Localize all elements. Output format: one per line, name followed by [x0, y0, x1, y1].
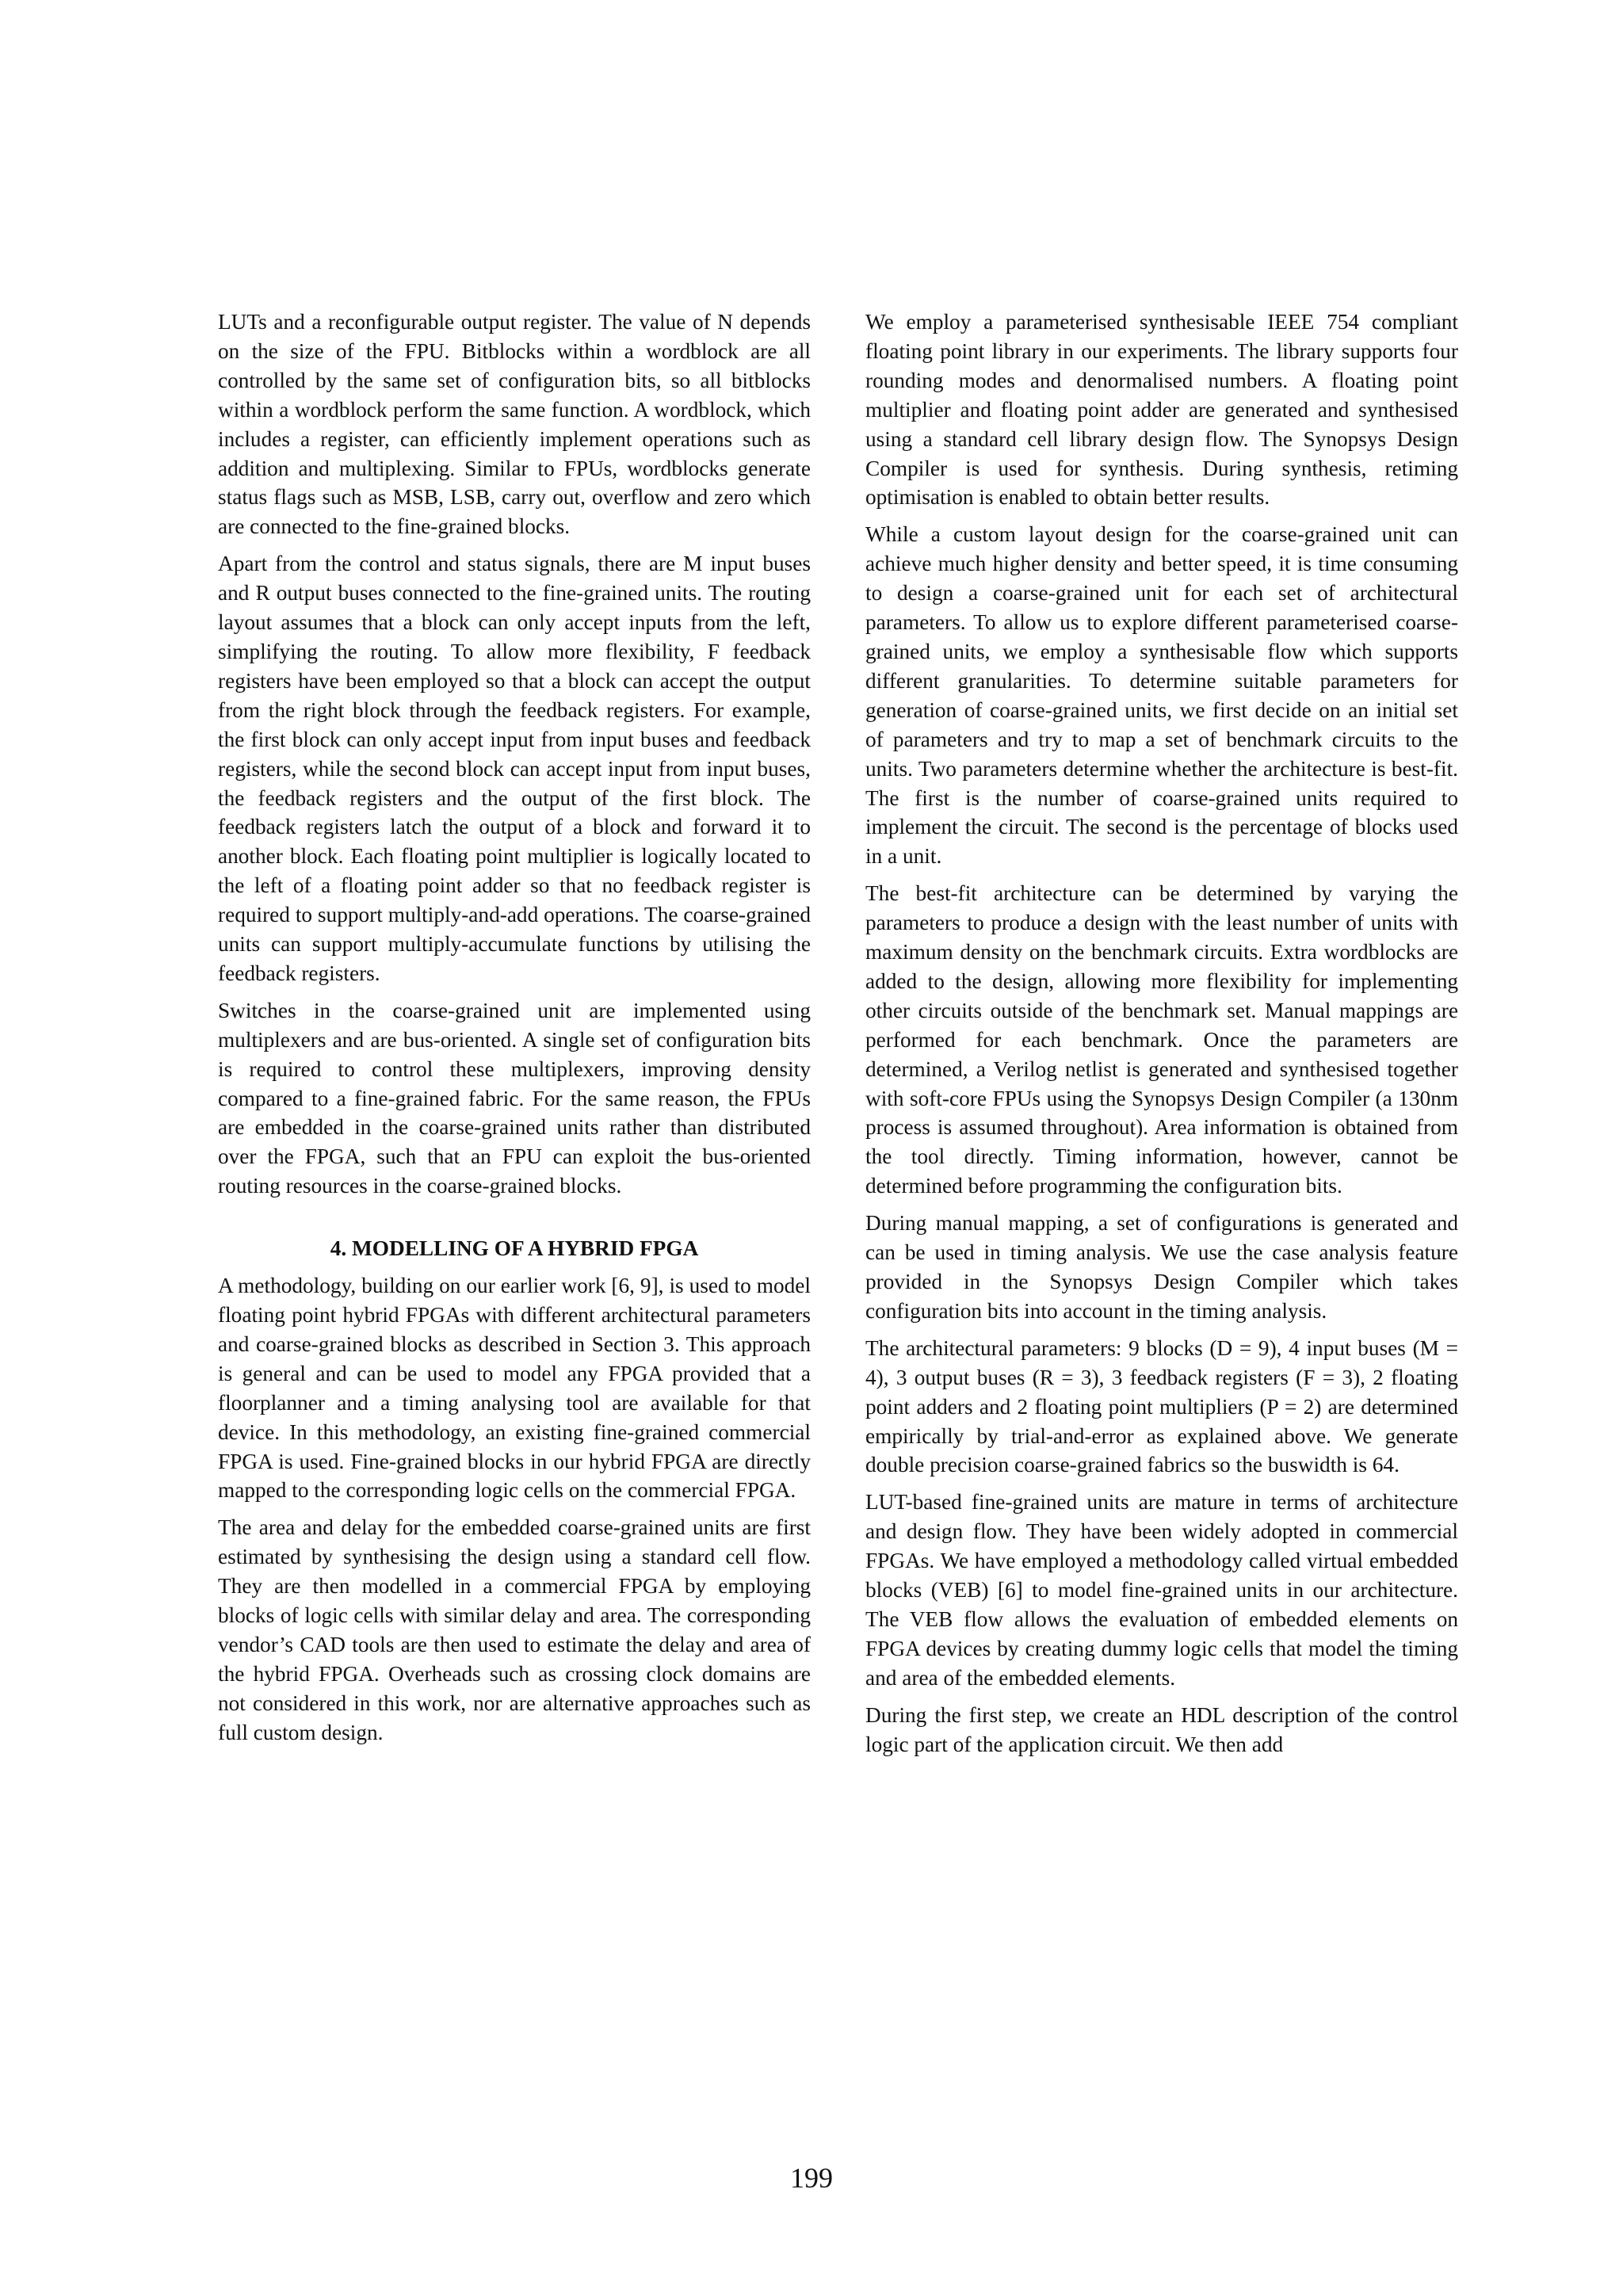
paragraph: The architectural parameters: 9 blocks (D = 9), 4 input buses (M = 4), 3 output buses (R = 3), 3 feedback registers (F = 3), 2 floating point adders and 2 floating point multipliers (P = 2) are determined empirically by trial-and-error as explained above. We generate double precision coarse-grained fabrics so the buswidth is 64. — [865, 1335, 1458, 1477]
paragraph: During manual mapping, a set of configurations is generated and can be used in timing analysis. We use the case analysis feature provided in the Synopsys Design Compiler which takes configuration bits into account in the timing analysis. — [865, 1211, 1458, 1323]
left-column — [218, 308, 811, 1755]
paragraph: LUT-based fine-grained units are mature in terms of architecture and design flow. They have been widely adopted in commercial FPGAs. We have employed a methodology called virtual embedded blocks (VEB) [6] to model fine-grained units in our architecture. The VEB flow allows the evaluation of embedded elements on FPGA devices by creating dummy logic cells that model the timing and area of the embedded elements. — [865, 1490, 1458, 1690]
paragraph: The best-fit architecture can be determined by varying the parameters to produce a design with the least number of units with maximum density on the benchmark circuits. Extra wordblocks are added to the design, allowing more flexibility for implementing other circuits outside of the benchmark set. Manual mappings are performed for each benchmark. Once the parameters are determined, a Verilog netlist is generated and synthesised together with soft-core FPUs using the Synopsys Design Compiler (a 130nm process is assumed throughout). Area information is obtained from the tool directly. Timing information, however, cannot be determined before programming the configuration bits. — [865, 881, 1458, 1198]
page-number: 199 — [790, 2162, 833, 2194]
right-column — [865, 308, 1458, 1767]
paragraph: A methodology, building on our earlier work [6, 9], is used to model floating point hybrid FPGAs with different architectural parameters and coarse-grained blocks as described in Section 3. This approach is general and can be used to model any FPGA provided that a floorplanner and a timing analysing tool are available for that device. In this methodology, an existing fine-grained commercial FPGA is used. Fine-grained blocks in our hybrid FPGA are directly mapped to the corresponding logic cells on the commercial FPGA. — [218, 1274, 811, 1503]
paragraph: We employ a parameterised synthesisable IEEE 754 compliant floating point library in our experiments. The library supports four rounding modes and denormalised numbers. A floating point multiplier and floating point adder are generated and synthesised using a standard cell library design flow. The Synopsys Design Compiler is used for synthesis. During synthesis, retiming optimisation is enabled to obtain better results. — [865, 310, 1458, 510]
paragraph: LUTs and a reconfigurable output register. The value of N depends on the size of the FPU. Bitblocks within a wordblock are all controlled by the same set of configuration bits, so all bitblocks within a wordblock perform the same function. A wordblock, which includes a register, can efficiently implement operations such as addition and multiplexing. Similar to FPUs, wordblocks generate status flags such as MSB, LSB, carry out, overflow and zero which are connected to the fine-grained blocks. — [218, 310, 811, 539]
paragraph: While a custom layout design for the coarse-grained unit can achieve much higher density and better speed, it is time consuming to design a coarse-grained unit for each set of architectural parameters. To allow us to explore different parameterised coarse-grained units, we employ a synthesisable flow which supports different granularities. To determine suitable parameters for generation of coarse-grained units, we first decide on an initial set of parameters and try to map a set of benchmark circuits to the units. Two parameters determine whether the architecture is best-fit. The first is the number of coarse-grained units required to implement the circuit. The second is the percentage of blocks used in a unit. — [865, 522, 1458, 869]
paragraph: Apart from the control and status signals, there are M input buses and R output buses connected to the fine-grained units. The routing layout assumes that a block can only accept inputs from the left, simplifying the routing. To allow more flexibility, F feedback registers have been employed so that a block can accept the output from the right block through the feedback registers. For example, the first block can only accept input from input buses and feedback registers, while the second block can accept input from input buses, the feedback registers and the output of the first block. The feedback registers latch the output of a block and forward it to another block. Each floating point multiplier is logically located to the left of a floating point adder so that no feedback register is required to support multiply-and-add operations. The coarse-grained units can support multiply-accumulate functions by utilising the feedback registers. — [218, 552, 811, 985]
paragraph: Switches in the coarse-grained unit are implemented using multiplexers and are bus-oriented. A single set of configuration bits is required to control these multiplexers, improving density compared to a fine-grained fabric. For the same reason, the FPUs are embedded in the coarse-grained units rather than distributed over the FPGA, such that an FPU can exploit the bus-oriented routing resources in the coarse-grained blocks. — [218, 998, 811, 1198]
section-heading: 4. MODELLING OF A HYBRID FPGA — [330, 1236, 699, 1261]
paragraph: The area and delay for the embedded coarse-grained units are first estimated by synthesising the design using a standard cell flow. They are then modelled in a commercial FPGA by employing blocks of logic cells with similar delay and area. The corresponding vendor’s CAD tools are then used to estimate the delay and area of the hybrid FPGA. Overheads such as crossing clock domains are not considered in this work, nor are alternative approaches such as full custom design. — [218, 1515, 811, 1744]
paragraph: During the first step, we create an HDL description of the control logic part of the application circuit. We then add — [865, 1702, 1458, 1756]
